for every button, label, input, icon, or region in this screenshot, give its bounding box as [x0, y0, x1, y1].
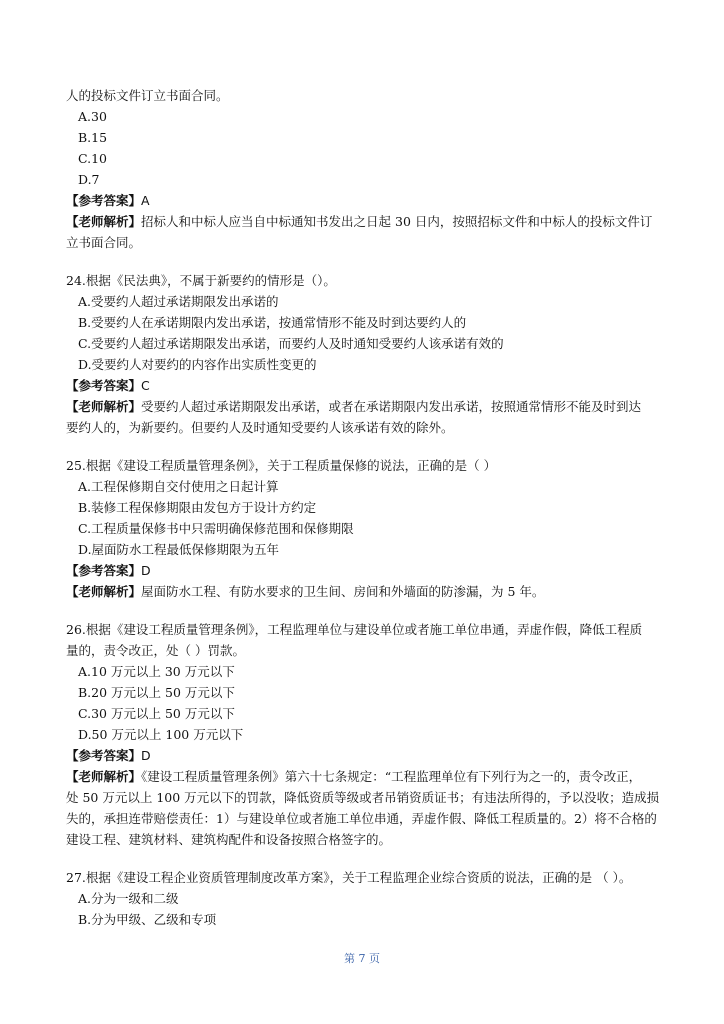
- q24-answer: [66, 376, 150, 396]
- answer-value: D: [141, 563, 151, 578]
- analysis-label: 【老师解析】: [66, 584, 142, 599]
- q24-option-c: C.受要约人超过承诺期限发出承诺，而要约人及时通知受要约人该承诺有效的: [78, 336, 504, 351]
- q26-option-d: D.50 万元以上 100 万元以下: [78, 727, 244, 742]
- q24-question: 24.根据《民法典》，不属于新要约的情形是（）。: [66, 273, 336, 288]
- q27-option-b: B.分为甲级、乙级和专项: [78, 912, 217, 927]
- q26-analysis-cont-2: 失的，承担连带赔偿责任：1）与建设单位或者施工单位串通，弄虚作假、降低工程质量的。2）将不合格的: [66, 811, 657, 826]
- q24-analysis: [66, 397, 641, 417]
- carryover-option-a: A.30: [78, 109, 107, 124]
- q26-analysis-cont-3: 建设工程、建筑材料、建筑构配件和设备按照合格签字的。: [66, 832, 392, 847]
- carryover-answer: [66, 191, 150, 211]
- q26-option-c: C.30 万元以上 50 万元以下: [78, 706, 235, 721]
- carryover-analysis-cont: 立书面合同。: [66, 235, 142, 250]
- page-number: 第 7 页: [344, 952, 380, 965]
- q26-question-cont: 量的，责令改正，处（ ）罚款。: [66, 643, 245, 658]
- analysis-label: 【老师解析】: [66, 769, 142, 784]
- analysis-text: 招标人和中标人应当自中标通知书发出之日起 30 日内，按照招标文件和中标人的投标文件订: [141, 214, 653, 229]
- q25-question: 25.根据《建设工程质量管理条例》，关于工程质量保修的说法，正确的是（ ）: [66, 458, 497, 473]
- answer-label: 【参考答案】: [66, 563, 142, 578]
- q25-option-c: C.工程质量保修书中只需明确保修范围和保修期限: [78, 521, 354, 536]
- carryover-option-b: B.15: [78, 130, 108, 145]
- answer-value: C: [141, 378, 150, 393]
- q26-option-b: B.20 万元以上 50 万元以下: [78, 685, 235, 700]
- q27-question: 27.根据《建设工程企业资质管理制度改革方案》，关于工程监理企业综合资质的说法，正确的是 （ ）。: [66, 870, 632, 885]
- q24-option-d: D.受要约人对要约的内容作出实质性变更的: [78, 357, 317, 372]
- carryover-option-c: C.10: [78, 151, 107, 166]
- q25-option-a: A.工程保修期自交付使用之日起计算: [78, 479, 279, 494]
- q25-option-b: B.装修工程保修期限由发包方于设计方约定: [78, 500, 317, 515]
- analysis-label: 【老师解析】: [66, 214, 142, 229]
- analysis-text: 屋面防水工程、有防水要求的卫生间、房间和外墙面的防渗漏，为 5 年。: [141, 584, 545, 599]
- q24-option-a: A.受要约人超过承诺期限发出承诺的: [78, 294, 279, 309]
- analysis-label: 【老师解析】: [66, 399, 142, 414]
- carryover-analysis: [66, 212, 652, 232]
- answer-label: 【参考答案】: [66, 193, 142, 208]
- q24-option-b: B.受要约人在承诺期限内发出承诺，按通常情形不能及时到达要约人的: [78, 315, 467, 330]
- answer-value: A: [141, 193, 150, 208]
- analysis-text: 《建设工程质量管理条例》第六十七条规定：“工程监理单位有下列行为之一的，责令改正，: [141, 769, 642, 784]
- q25-option-d: D.屋面防水工程最低保修期限为五年: [78, 542, 280, 557]
- q27-option-a: A.分为一级和二级: [78, 891, 179, 906]
- carryover-option-d: D.7: [78, 172, 100, 187]
- q26-answer: [66, 746, 151, 766]
- analysis-text: 受要约人超过承诺期限发出承诺，或者在承诺期限内发出承诺，按照通常情形不能及时到达: [141, 399, 642, 414]
- carryover-question-text: 人的投标文件订立书面合同。: [66, 88, 229, 103]
- answer-value: D: [141, 748, 151, 763]
- answer-label: 【参考答案】: [66, 748, 142, 763]
- q26-option-a: A.10 万元以上 30 万元以下: [78, 664, 235, 679]
- q25-analysis: [66, 582, 544, 602]
- q26-question: 26.根据《建设工程质量管理条例》，工程监理单位与建设单位或者施工单位串通，弄虚作假，降低工程质: [66, 622, 643, 637]
- q26-analysis: [66, 767, 641, 787]
- q24-analysis-cont: 要约人的，为新要约。但要约人及时通知受要约人该承诺有效的除外。: [66, 420, 454, 435]
- q26-analysis-cont-1: 处 50 万元以上 100 万元以下的罚款，降低资质等级或者吊销资质证书；有违法所得的，予以没收；造成损: [66, 790, 660, 805]
- q25-answer: [66, 561, 151, 581]
- answer-label: 【参考答案】: [66, 378, 142, 393]
